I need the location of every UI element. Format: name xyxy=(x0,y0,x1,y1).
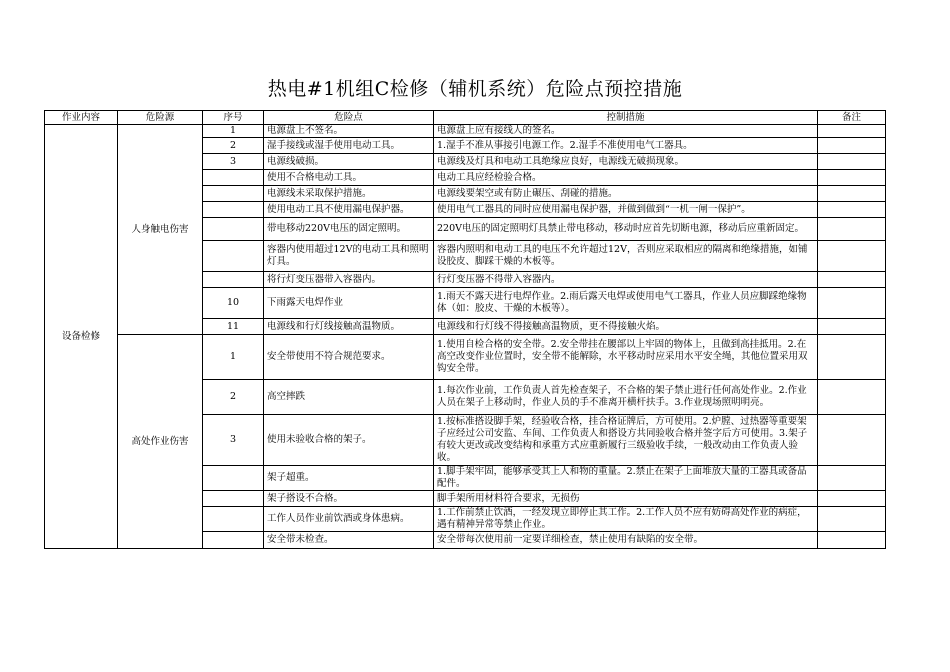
hazard-point-cell: 将行灯变压器带入容器内。 xyxy=(264,272,434,288)
hazard-point-cell: 电源线破损。 xyxy=(264,154,434,170)
note-cell xyxy=(818,218,886,241)
note-cell xyxy=(818,491,886,507)
seq-cell: 10 xyxy=(203,288,264,319)
table-row xyxy=(45,335,886,380)
seq-cell xyxy=(203,532,264,549)
seq-cell xyxy=(203,170,264,186)
control-measure-cell: 电源线要架空或有防止碾压、刮碰的措施。 xyxy=(434,186,818,202)
note-cell xyxy=(818,241,886,272)
hazard-point-cell: 容器内使用超过12V的电动工具和照明灯具。 xyxy=(264,241,434,272)
note-cell xyxy=(818,415,886,466)
note-cell xyxy=(818,170,886,186)
seq-cell: 3 xyxy=(203,415,264,466)
note-cell xyxy=(818,202,886,218)
seq-cell xyxy=(203,272,264,288)
hazard-point-cell: 使用未验收合格的架子。 xyxy=(264,415,434,466)
header-point: 危险点 xyxy=(264,111,434,125)
seq-cell: 2 xyxy=(203,138,264,154)
control-measure-cell: 脚手架所用材料符合要求，无损伤 xyxy=(434,491,818,507)
note-cell xyxy=(818,532,886,549)
control-measure-cell: 1.工作前禁止饮酒，一经发现立即停止其工作。2.工作人员不应有妨碍高处作业的病症，遇有精神异常等禁止作业。 xyxy=(434,507,818,532)
control-measure-cell: 电源线和行灯线不得接触高温物质，更不得接触火焰。 xyxy=(434,319,818,335)
seq-cell: 1 xyxy=(203,125,264,138)
note-cell xyxy=(818,335,886,380)
note-cell xyxy=(818,272,886,288)
note-cell xyxy=(818,319,886,335)
page-title: 热电#1机组C检修（辅机系统）危险点预控措施 xyxy=(267,78,683,100)
control-measure-cell: 220V电压的固定照明灯具禁止带电移动，移动时应首先切断电源，移动后应重新固定。 xyxy=(434,218,818,241)
header-seq: 序号 xyxy=(203,111,264,125)
hazard-point-cell: 架子超重。 xyxy=(264,466,434,491)
control-measure-cell: 1.湿手不准从事接引电源工作。2.湿手不准使用电气工器具。 xyxy=(434,138,818,154)
seq-cell xyxy=(203,466,264,491)
seq-cell xyxy=(203,241,264,272)
note-cell xyxy=(818,154,886,170)
hazard-source-cell: 人身触电伤害 xyxy=(118,125,203,335)
seq-cell: 11 xyxy=(203,319,264,335)
seq-cell xyxy=(203,202,264,218)
hazard-point-cell: 使用电动工具不使用漏电保护器。 xyxy=(264,202,434,218)
hazard-point-cell: 高空摔跌 xyxy=(264,380,434,415)
note-cell xyxy=(818,507,886,532)
control-measure-cell: 1.每次作业前，工作负责人首先检查架子，不合格的架子禁止进行任何高处作业。2.作业人员在架子上移动时，作业人员的手不准离开横杆扶手。3.作业现场照明明亮。 xyxy=(434,380,818,415)
hazard-point-cell: 电源线和行灯线接触高温物质。 xyxy=(264,319,434,335)
control-measure-cell: 1.脚手架牢固，能够承受其上人和物的重量。2.禁止在架子上面堆放大量的工器具或备品配件。 xyxy=(434,466,818,491)
seq-cell xyxy=(203,218,264,241)
seq-cell: 3 xyxy=(203,154,264,170)
work-content-cell: 设备检修 xyxy=(45,125,118,549)
header-measure: 控制措施 xyxy=(434,111,818,125)
note-cell xyxy=(818,466,886,491)
control-measure-cell: 使用电气工器具的同时应使用漏电保护器，并做到做到“一机一闸一保护”。 xyxy=(434,202,818,218)
header-source: 危险源 xyxy=(118,111,203,125)
control-measure-cell: 安全带每次使用前一定要详细检查，禁止使用有缺陷的安全带。 xyxy=(434,532,818,549)
hazard-point-cell: 电源线未采取保护措施。 xyxy=(264,186,434,202)
seq-cell xyxy=(203,491,264,507)
control-measure-cell: 1.雨天不露天进行电焊作业。2.雨后露天电焊或使用电气工器具，作业人员应脚踩绝缘物体（如：胶皮、干燥的木板等）。 xyxy=(434,288,818,319)
hazard-control-table xyxy=(44,110,886,549)
note-cell xyxy=(818,138,886,154)
note-cell xyxy=(818,380,886,415)
seq-cell: 2 xyxy=(203,380,264,415)
control-measure-cell: 电源盘上应有接线人的签名。 xyxy=(434,125,818,138)
note-cell xyxy=(818,186,886,202)
hazard-point-cell: 带电移动220V电压的固定照明。 xyxy=(264,218,434,241)
control-measure-cell: 容器内照明和电动工具的电压不允许超过12V，否则应采取相应的隔离和绝缘措施，如铺设胶皮、脚踩干燥的木板等。 xyxy=(434,241,818,272)
hazard-point-cell: 使用不合格电动工具。 xyxy=(264,170,434,186)
hazard-point-cell: 安全带使用不符合规范要求。 xyxy=(264,335,434,380)
header-work: 作业内容 xyxy=(45,111,118,125)
hazard-point-cell: 架子搭设不合格。 xyxy=(264,491,434,507)
seq-cell xyxy=(203,507,264,532)
control-measure-cell: 电源线及灯具和电动工具绝缘应良好，电源线无破损现象。 xyxy=(434,154,818,170)
note-cell xyxy=(818,125,886,138)
table-row xyxy=(45,125,886,138)
control-measure-cell: 电动工具应经检验合格。 xyxy=(434,170,818,186)
hazard-point-cell: 安全带未检查。 xyxy=(264,532,434,549)
note-cell xyxy=(818,288,886,319)
hazard-point-cell: 电源盘上不签名。 xyxy=(264,125,434,138)
header-row xyxy=(45,111,886,125)
seq-cell: 1 xyxy=(203,335,264,380)
control-measure-cell: 1.按标准搭设脚手架，经验收合格，挂合格证牌后，方可使用。2.炉膛、过热器等重要架子应经过公司安监、车间、工作负责人和搭设方共同验收合格并签字后方可使用。3.架子有较大更改或改变结构和承重方式应重新履行三级验收手续，一般改动由工作负责人验收。 xyxy=(434,415,818,466)
hazard-point-cell: 湿手接线或湿手使用电动工具。 xyxy=(264,138,434,154)
control-measure-cell: 1.使用自检合格的安全带。2.安全带挂在腰部以上牢固的物体上，且做到高挂抵用。2.在高空改变作业位置时，安全带不能解除，水平移动时应采用水平安全绳，其他位置采用双钩安全带。 xyxy=(434,335,818,380)
hazard-source-cell: 高处作业伤害 xyxy=(118,335,203,549)
header-note: 备注 xyxy=(818,111,886,125)
control-measure-cell: 行灯变压器不得带入容器内。 xyxy=(434,272,818,288)
seq-cell xyxy=(203,186,264,202)
hazard-point-cell: 下雨露天电焊作业 xyxy=(264,288,434,319)
hazard-point-cell: 工作人员作业前饮酒或身体患病。 xyxy=(264,507,434,532)
